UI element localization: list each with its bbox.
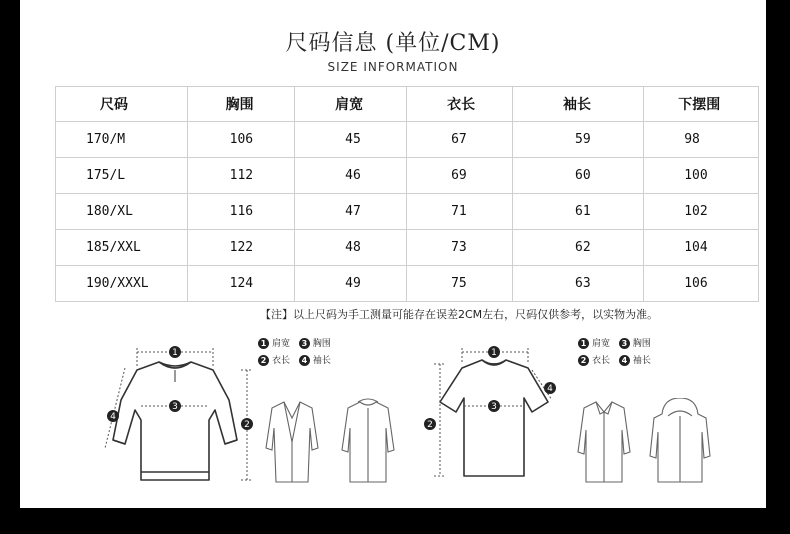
measurement-note: 【注】以上尺码为手工测量可能存在误差2CM左右，尺码仅供参考，以实物为准。 xyxy=(260,308,659,321)
column-header: 袖长 xyxy=(513,87,644,122)
table-cell: 69 xyxy=(407,158,513,194)
table-cell: 75 xyxy=(407,266,513,302)
table-row xyxy=(56,158,759,194)
table-cell: 100 xyxy=(644,158,759,194)
table-cell: 46 xyxy=(295,158,407,194)
table-cell: 175/L xyxy=(56,158,188,194)
table-cell: 63 xyxy=(513,266,644,302)
legend-number: 4 xyxy=(619,355,630,366)
legend-label: 胸围 xyxy=(312,339,331,349)
column-header: 衣长 xyxy=(407,87,513,122)
table-cell: 45 xyxy=(295,122,407,158)
shirt-hoodie-reference-icons xyxy=(568,398,718,488)
table-cell: 116 xyxy=(187,194,294,230)
table-row xyxy=(56,194,759,230)
marker-3: 3 xyxy=(172,402,178,412)
legend-label: 肩宽 xyxy=(272,339,291,349)
legend-number: 2 xyxy=(258,355,269,366)
legend-label: 衣长 xyxy=(592,356,611,366)
jacket-reference-icons xyxy=(258,398,408,488)
table-row xyxy=(56,230,759,266)
table-cell: 73 xyxy=(407,230,513,266)
column-header: 胸围 xyxy=(187,87,294,122)
marker-group xyxy=(107,346,253,430)
table-cell: 48 xyxy=(295,230,407,266)
table-cell: 59 xyxy=(513,122,644,158)
marker-4: 4 xyxy=(547,384,553,394)
table-cell: 106 xyxy=(644,266,759,302)
table-cell: 98 xyxy=(644,122,759,158)
table-row xyxy=(56,122,759,158)
legend-row xyxy=(578,353,651,370)
legend-label: 袖长 xyxy=(312,356,331,366)
table-cell: 104 xyxy=(644,230,759,266)
column-header: 下摆围 xyxy=(644,87,759,122)
legend-number: 2 xyxy=(578,355,589,366)
table-cell: 67 xyxy=(407,122,513,158)
marker-3: 3 xyxy=(491,402,497,412)
table-cell: 71 xyxy=(407,194,513,230)
marker-2: 2 xyxy=(244,420,250,430)
column-header: 肩宽 xyxy=(295,87,407,122)
marker-2: 2 xyxy=(427,420,433,430)
page-title: 尺码信息 (单位/CM) xyxy=(285,31,501,56)
legend-number: 1 xyxy=(578,338,589,349)
marker-group xyxy=(424,346,556,430)
table-cell: 124 xyxy=(187,266,294,302)
legend-label: 胸围 xyxy=(632,339,651,349)
legend-row xyxy=(578,336,651,353)
page-subtitle: SIZE INFORMATION xyxy=(327,60,459,74)
table-cell: 112 xyxy=(187,158,294,194)
legend-label: 袖长 xyxy=(632,356,651,366)
table-cell: 61 xyxy=(513,194,644,230)
legend-number: 3 xyxy=(299,338,310,349)
legend-number: 3 xyxy=(619,338,630,349)
size-info-page xyxy=(20,0,766,508)
table-cell: 185/XXL xyxy=(56,230,188,266)
marker-1: 1 xyxy=(491,348,497,358)
table-cell: 190/XXXL xyxy=(56,266,188,302)
legend-label: 衣长 xyxy=(272,356,291,366)
legend-row xyxy=(258,336,331,353)
column-header: 尺码 xyxy=(56,87,188,122)
tshirt-measure-diagram xyxy=(420,340,580,490)
table-cell: 180/XL xyxy=(56,194,188,230)
table-row xyxy=(56,266,759,302)
table-cell: 122 xyxy=(187,230,294,266)
marker-4: 4 xyxy=(110,412,116,422)
table-header-row xyxy=(56,87,759,122)
legend-right xyxy=(578,336,651,370)
table-cell: 102 xyxy=(644,194,759,230)
legend-label: 肩宽 xyxy=(592,339,611,349)
table-cell: 47 xyxy=(295,194,407,230)
marker-1: 1 xyxy=(172,348,178,358)
sweatshirt-measure-diagram xyxy=(75,340,275,490)
table-cell: 60 xyxy=(513,158,644,194)
table-cell: 49 xyxy=(295,266,407,302)
legend-row xyxy=(258,353,331,370)
legend-number: 4 xyxy=(299,355,310,366)
legend-left xyxy=(258,336,331,370)
table-cell: 170/M xyxy=(56,122,188,158)
size-table xyxy=(55,86,759,302)
legend-number: 1 xyxy=(258,338,269,349)
table-cell: 62 xyxy=(513,230,644,266)
table-cell: 106 xyxy=(187,122,294,158)
